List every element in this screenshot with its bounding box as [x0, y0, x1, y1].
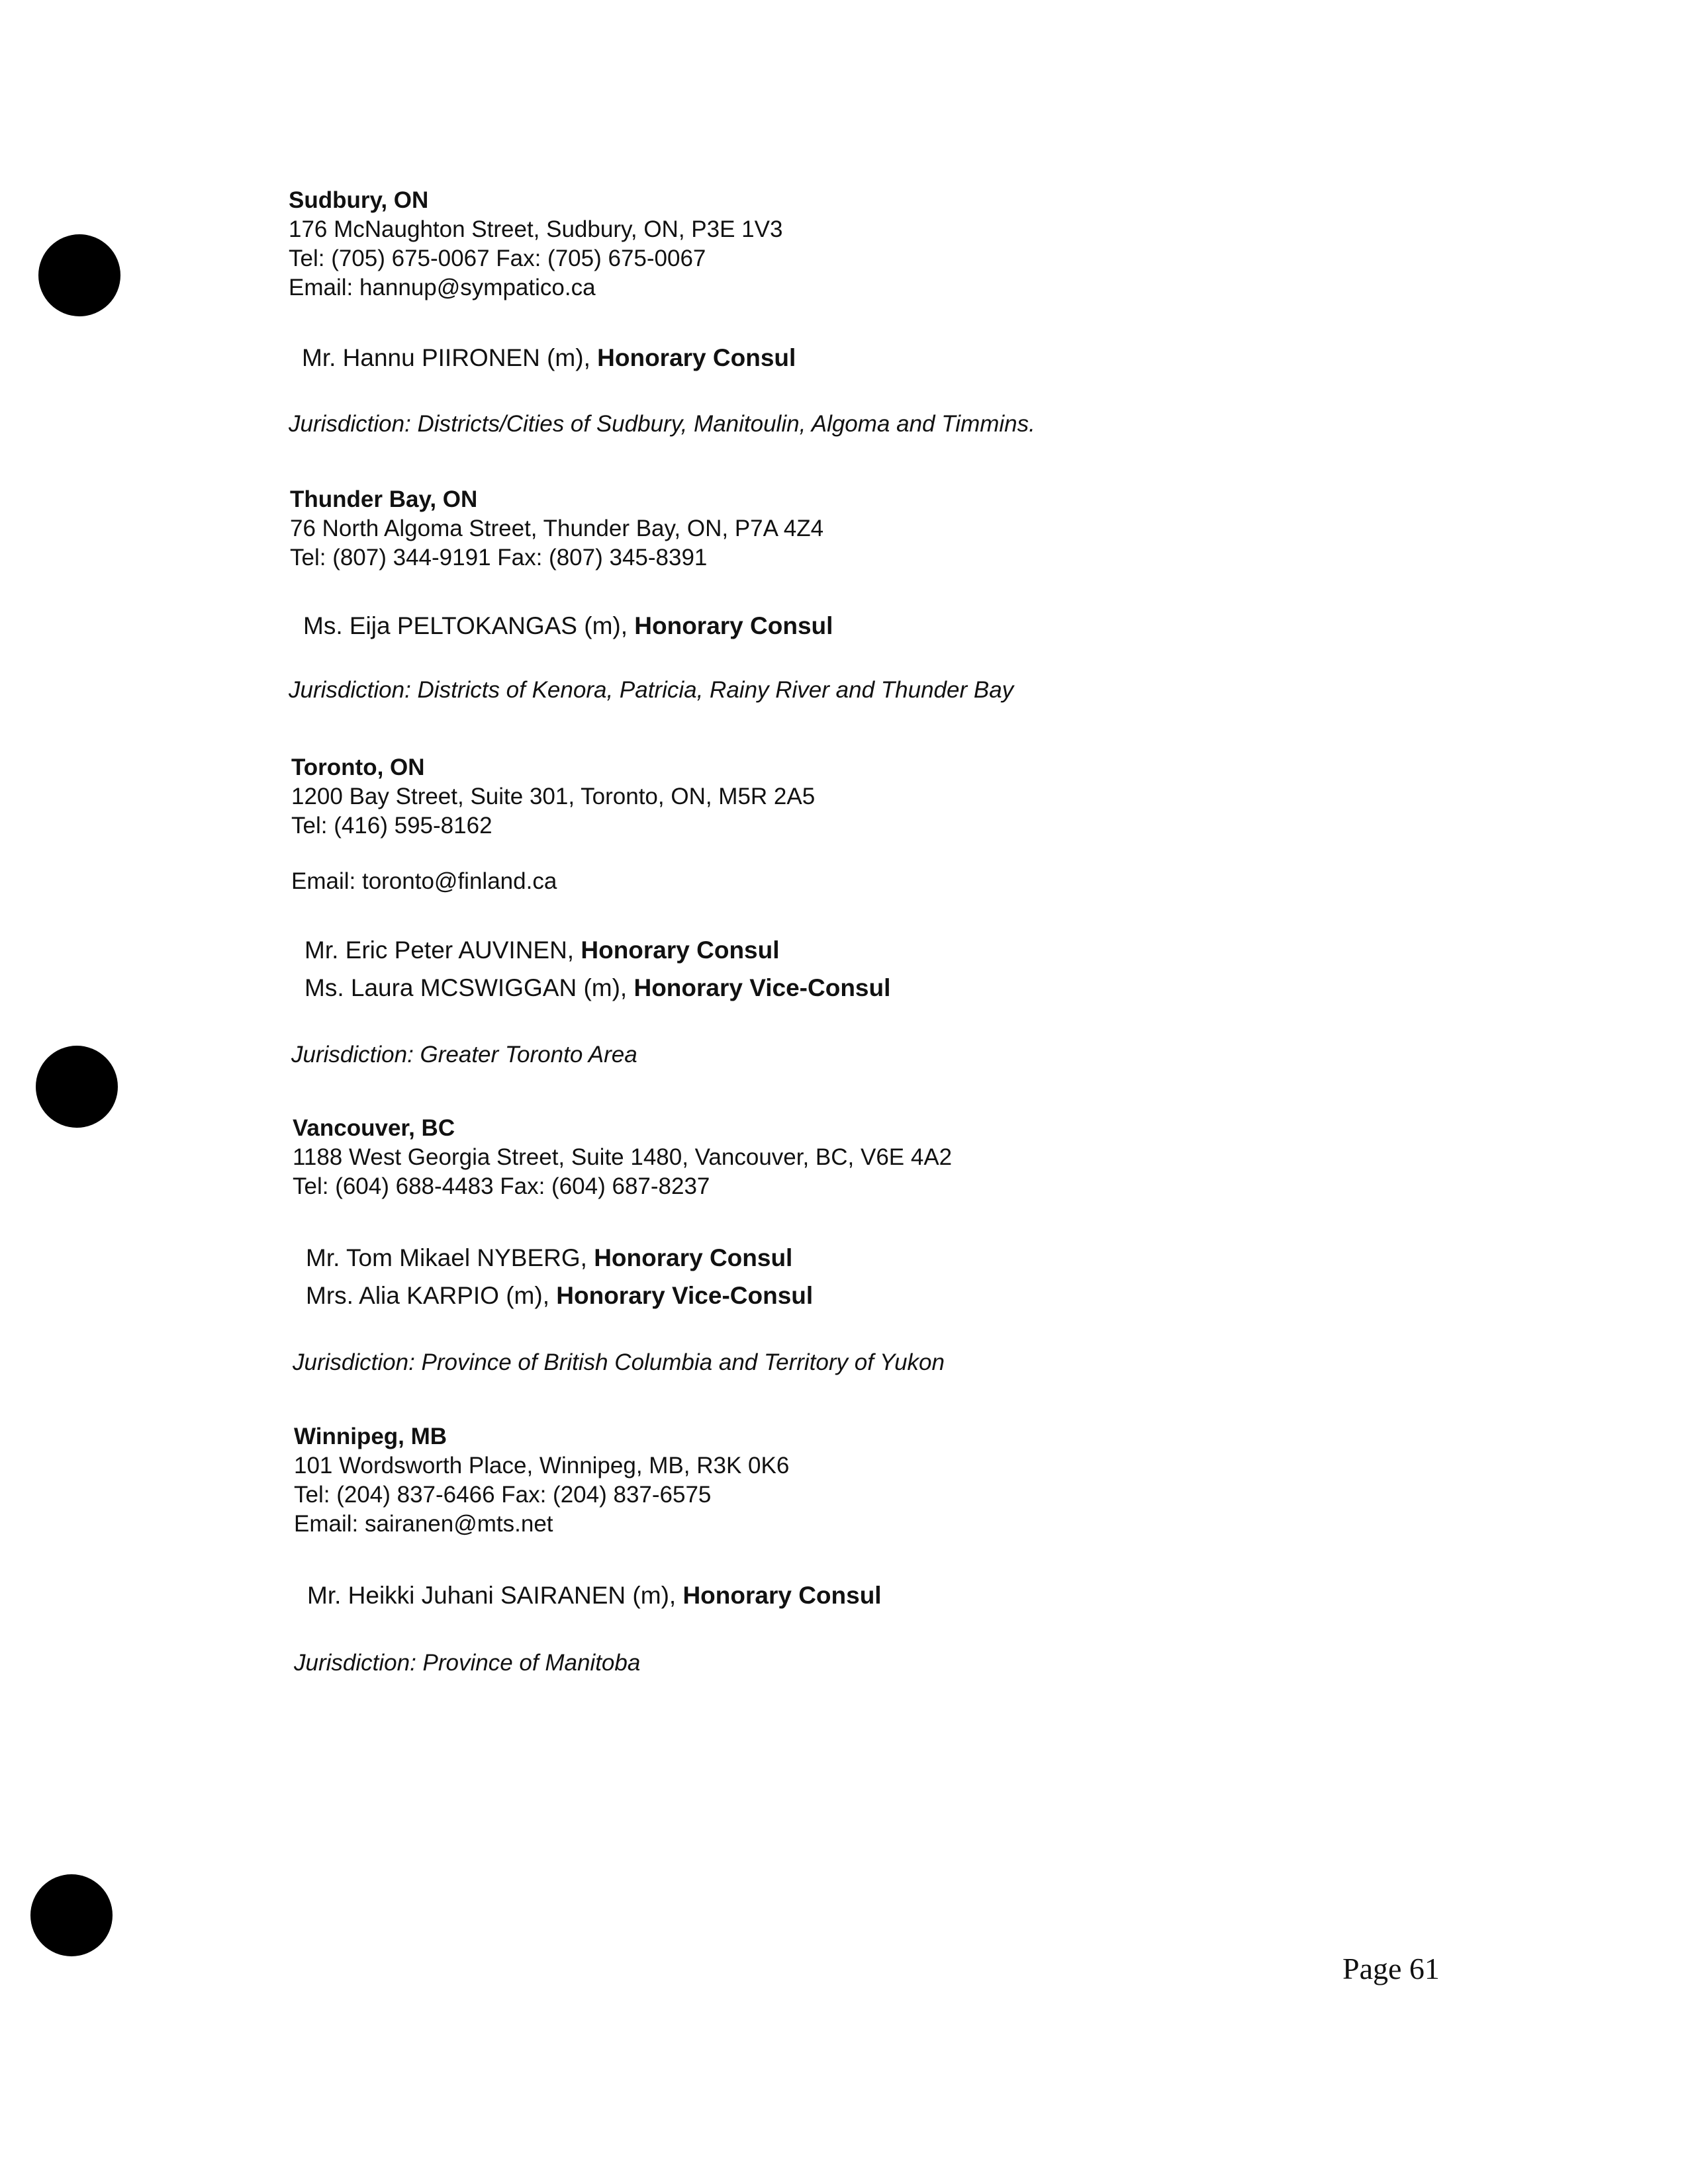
official-title: Honorary Consul	[634, 612, 833, 639]
jurisdiction: Jurisdiction: Districts/Cities of Sudbury, Manitoulin, Algoma and Timmins.	[289, 411, 1035, 437]
official-line	[306, 1244, 792, 1272]
official-name: Mr. Tom Mikael NYBERG,	[306, 1244, 587, 1271]
official-name: Mr. Eric Peter AUVINEN,	[305, 936, 575, 964]
phone-fax: Tel: (807) 344-9191 Fax: (807) 345-8391	[290, 545, 708, 570]
official-title: Honorary Vice-Consul	[633, 974, 891, 1001]
official-line	[305, 974, 890, 1002]
city-heading: Vancouver, BC	[293, 1115, 455, 1141]
consulate-entry-thunder-bay	[290, 485, 823, 572]
official-title: Honorary Consul	[581, 936, 780, 964]
consulate-entry-vancouver	[293, 1114, 952, 1201]
punch-hole-bottom	[30, 1874, 113, 1956]
official-line	[307, 1582, 882, 1610]
consulate-entry-toronto	[291, 753, 815, 896]
official-line	[305, 936, 780, 964]
street-address: 101 Wordsworth Place, Winnipeg, MB, R3K 0K6	[294, 1453, 790, 1479]
official-line	[302, 344, 796, 372]
official-title: Honorary Consul	[597, 344, 796, 371]
jurisdiction: Jurisdiction: Province of British Columbia and Territory of Yukon	[293, 1349, 945, 1375]
city-heading: Toronto, ON	[291, 754, 425, 780]
jurisdiction: Jurisdiction: Greater Toronto Area	[291, 1042, 637, 1068]
phone-fax: Tel: (204) 837-6466 Fax: (204) 837-6575	[294, 1482, 712, 1508]
street-address: 1188 West Georgia Street, Suite 1480, Vancouver, BC, V6E 4A2	[293, 1144, 953, 1170]
street-address: 1200 Bay Street, Suite 301, Toronto, ON, M5R 2A5	[291, 784, 816, 809]
official-title: Honorary Consul	[594, 1244, 793, 1271]
punch-hole-top	[38, 234, 120, 316]
phone-fax: Tel: (416) 595-8162	[291, 813, 492, 839]
email-address: Email: hannup@sympatico.ca	[289, 275, 596, 300]
consulate-entry-sudbury	[289, 186, 782, 302]
page-number: Page 61	[1342, 1952, 1440, 1985]
official-name: Ms. Eija PELTOKANGAS (m),	[303, 612, 628, 639]
official-name: Ms. Laura MCSWIGGAN (m),	[305, 974, 628, 1001]
official-title: Honorary Consul	[682, 1582, 882, 1609]
jurisdiction: Jurisdiction: Province of Manitoba	[294, 1650, 641, 1676]
city-heading: Winnipeg, MB	[294, 1424, 447, 1449]
jurisdiction: Jurisdiction: Districts of Kenora, Patricia, Rainy River and Thunder Bay	[289, 677, 1014, 703]
official-name: Mrs. Alia KARPIO (m),	[306, 1282, 549, 1309]
email-address: Email: sairanen@mts.net	[294, 1511, 553, 1537]
street-address: 76 North Algoma Street, Thunder Bay, ON, P7A 4Z4	[290, 516, 824, 541]
official-name: Mr. Hannu PIIRONEN (m),	[302, 344, 590, 371]
phone-fax: Tel: (604) 688-4483 Fax: (604) 687-8237	[293, 1173, 710, 1199]
consulate-entry-winnipeg	[294, 1422, 789, 1539]
email-address: Email: toronto@finland.ca	[291, 868, 557, 894]
punch-hole-middle	[36, 1046, 118, 1128]
street-address: 176 McNaughton Street, Sudbury, ON, P3E 1V3	[289, 216, 783, 242]
official-line	[303, 612, 833, 640]
city-heading: Sudbury, ON	[289, 187, 429, 213]
phone-fax: Tel: (705) 675-0067 Fax: (705) 675-0067	[289, 246, 706, 271]
official-name: Mr. Heikki Juhani SAIRANEN (m),	[307, 1582, 677, 1609]
official-title: Honorary Vice-Consul	[556, 1282, 814, 1309]
official-line	[306, 1282, 813, 1310]
city-heading: Thunder Bay, ON	[290, 486, 478, 512]
